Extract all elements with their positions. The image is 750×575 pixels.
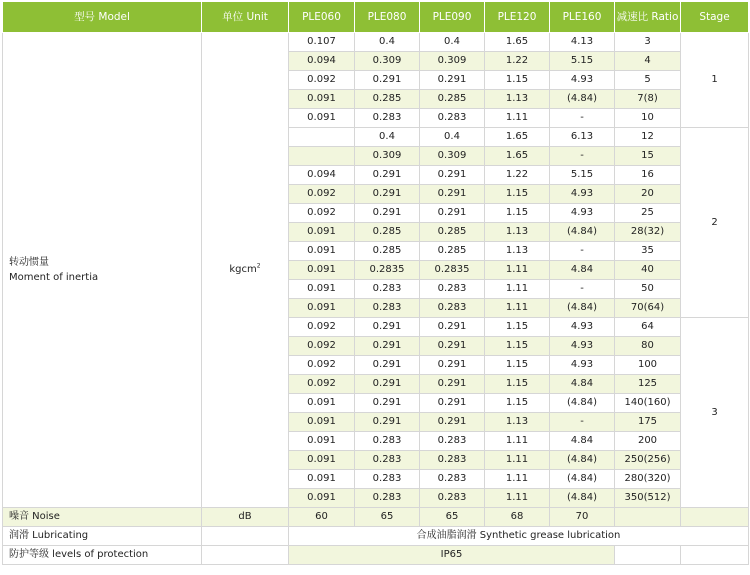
inertia-value-cell: 1.11 [485,109,550,128]
inertia-value-cell: 0.309 [355,147,420,166]
lubricating-label: 润滑 Lubricating [3,527,202,546]
inertia-value-cell [289,147,355,166]
inertia-value-cell: 0.283 [355,299,420,318]
inertia-value-cell: 1.11 [485,261,550,280]
inertia-value-cell: 0.291 [355,356,420,375]
inertia-value-cell: 1.22 [485,166,550,185]
ratio-cell: 3 [615,33,681,52]
inertia-value-cell: 0.291 [355,71,420,90]
inertia-value-cell: 4.84 [550,375,615,394]
ratio-cell: 200 [615,432,681,451]
inertia-value-cell: 1.11 [485,299,550,318]
ratio-cell: 16 [615,166,681,185]
ratio-cell: 10 [615,109,681,128]
inertia-value-cell: 0.4 [420,33,485,52]
inertia-value-cell: 0.309 [420,147,485,166]
header-col-ple090: PLE090 [420,2,485,33]
inertia-value-cell: 1.15 [485,375,550,394]
inertia-value-cell: 1.13 [485,242,550,261]
inertia-value-cell: 0.283 [355,451,420,470]
ratio-cell: 12 [615,128,681,147]
inertia-value-cell: 0.291 [420,204,485,223]
inertia-value-cell: 0.091 [289,413,355,432]
lubricating-value: 合成油脂润滑 Synthetic grease lubrication [289,527,749,546]
inertia-value-cell: 0.091 [289,489,355,508]
inertia-value-cell: 0.283 [420,109,485,128]
inertia-value-cell: 0.091 [289,451,355,470]
inertia-label-en: Moment of inertia [9,272,99,283]
inertia-unit-text: kgcm [229,264,257,275]
protection-value: IP65 [289,546,615,565]
protection-stage-empty [681,546,749,565]
inertia-value-cell: 0.091 [289,242,355,261]
inertia-value-cell: 0.291 [420,185,485,204]
inertia-value-cell: (4.84) [550,90,615,109]
inertia-value-cell: (4.84) [550,223,615,242]
inertia-unit [202,33,289,508]
ratio-cell: 4 [615,52,681,71]
inertia-value-cell: 1.15 [485,337,550,356]
ratio-cell: 7(8) [615,90,681,109]
inertia-value-cell: 0.092 [289,375,355,394]
inertia-value-cell: 0.091 [289,432,355,451]
inertia-value-cell: 4.93 [550,185,615,204]
inertia-value-cell: 0.291 [420,375,485,394]
header-row [3,2,749,33]
inertia-value-cell: 0.2835 [355,261,420,280]
inertia-value-cell: 0.094 [289,52,355,71]
inertia-label-cn: 转动惯量 [9,257,49,268]
inertia-value-cell: 1.65 [485,33,550,52]
inertia-value-cell: 0.291 [420,356,485,375]
inertia-value-cell: 0.285 [355,223,420,242]
inertia-value-cell: 0.091 [289,280,355,299]
inertia-value-cell: - [550,242,615,261]
header-unit: 单位 Unit [202,2,289,33]
inertia-value-cell: 1.15 [485,356,550,375]
noise-ratio-empty [615,508,681,527]
inertia-value-cell: 0.092 [289,71,355,90]
ratio-cell: 25 [615,204,681,223]
inertia-value-cell: 0.4 [420,128,485,147]
inertia-value-cell: 5.15 [550,52,615,71]
stage-cell: 3 [681,318,749,508]
inertia-value-cell: 4.93 [550,318,615,337]
inertia-value-cell: 0.092 [289,204,355,223]
inertia-value-cell: 0.283 [355,470,420,489]
inertia-value-cell: 0.094 [289,166,355,185]
noise-value: 65 [355,508,420,527]
inertia-value-cell: 1.15 [485,394,550,413]
inertia-value-cell: 0.291 [355,337,420,356]
protection-label: 防护等级 levels of protection [3,546,202,565]
ratio-cell: 125 [615,375,681,394]
stage-cell: 2 [681,128,749,318]
inertia-value-cell: (4.84) [550,394,615,413]
inertia-value-cell: 0.283 [420,280,485,299]
inertia-value-cell: 0.285 [420,223,485,242]
table-row [3,33,749,52]
inertia-value-cell: 1.22 [485,52,550,71]
inertia-value-cell: 0.291 [355,413,420,432]
inertia-value-cell [289,128,355,147]
protection-ratio-empty [615,546,681,565]
inertia-value-cell: 0.283 [355,109,420,128]
inertia-value-cell: 4.93 [550,356,615,375]
ratio-cell: 15 [615,147,681,166]
inertia-value-cell: 4.84 [550,432,615,451]
inertia-value-cell: 4.84 [550,261,615,280]
inertia-value-cell: 0.285 [355,242,420,261]
spec-table [2,1,749,565]
inertia-value-cell: 0.309 [420,52,485,71]
inertia-value-cell: 1.11 [485,470,550,489]
header-ratio: 减速比 Ratio [615,2,681,33]
inertia-value-cell: 5.15 [550,166,615,185]
ratio-cell: 80 [615,337,681,356]
inertia-value-cell: 0.2835 [420,261,485,280]
inertia-value-cell: 0.283 [420,299,485,318]
inertia-value-cell: 0.291 [355,185,420,204]
inertia-value-cell: 0.092 [289,337,355,356]
inertia-value-cell: 1.13 [485,223,550,242]
header-stage: Stage [681,2,749,33]
protection-unit-empty [202,546,289,565]
inertia-value-cell: 0.092 [289,318,355,337]
noise-unit: dB [202,508,289,527]
noise-value: 60 [289,508,355,527]
inertia-value-cell: 6.13 [550,128,615,147]
inertia-value-cell: 0.107 [289,33,355,52]
inertia-value-cell: 0.285 [420,242,485,261]
ratio-cell: 140(160) [615,394,681,413]
inertia-value-cell: - [550,109,615,128]
stage-cell: 1 [681,33,749,128]
ratio-cell: 100 [615,356,681,375]
inertia-value-cell: 0.291 [355,394,420,413]
protection-row [3,546,749,565]
inertia-value-cell: 4.93 [550,204,615,223]
noise-value: 68 [485,508,550,527]
ratio-cell: 250(256) [615,451,681,470]
ratio-cell: 64 [615,318,681,337]
inertia-value-cell: 1.15 [485,71,550,90]
header-col-ple080: PLE080 [355,2,420,33]
header-model: 型号 Model [3,2,202,33]
inertia-value-cell: 0.091 [289,109,355,128]
inertia-value-cell: 0.291 [355,375,420,394]
header-col-ple160: PLE160 [550,2,615,33]
inertia-value-cell: 0.283 [420,451,485,470]
inertia-value-cell: 0.291 [355,166,420,185]
inertia-value-cell: 1.65 [485,128,550,147]
inertia-value-cell: 0.091 [289,394,355,413]
ratio-cell: 5 [615,71,681,90]
inertia-unit-exponent: 2 [256,262,261,270]
inertia-value-cell: 0.285 [420,90,485,109]
noise-value: 70 [550,508,615,527]
inertia-value-cell: 0.091 [289,299,355,318]
inertia-value-cell: 0.091 [289,470,355,489]
inertia-value-cell: 1.13 [485,413,550,432]
inertia-value-cell: (4.84) [550,489,615,508]
ratio-cell: 280(320) [615,470,681,489]
inertia-value-cell: 0.291 [420,166,485,185]
inertia-value-cell: 0.291 [420,413,485,432]
inertia-value-cell: 0.092 [289,185,355,204]
inertia-value-cell: 0.291 [420,71,485,90]
ratio-cell: 50 [615,280,681,299]
ratio-cell: 40 [615,261,681,280]
inertia-value-cell: 0.291 [420,318,485,337]
table-body [3,33,749,565]
lubricating-row [3,527,749,546]
lubricating-unit-empty [202,527,289,546]
inertia-value-cell: 0.291 [355,318,420,337]
ratio-cell: 35 [615,242,681,261]
inertia-value-cell: (4.84) [550,451,615,470]
inertia-value-cell: 0.283 [420,489,485,508]
noise-stage-empty [681,508,749,527]
inertia-value-cell: 1.11 [485,280,550,299]
inertia-value-cell: 0.091 [289,223,355,242]
inertia-value-cell: 4.13 [550,33,615,52]
inertia-value-cell: 0.091 [289,90,355,109]
inertia-value-cell: (4.84) [550,299,615,318]
ratio-cell: 20 [615,185,681,204]
inertia-value-cell: 4.93 [550,71,615,90]
inertia-value-cell: 0.283 [355,432,420,451]
inertia-value-cell: 1.13 [485,90,550,109]
noise-row [3,508,749,527]
inertia-value-cell: 0.309 [355,52,420,71]
inertia-value-cell: 0.283 [355,489,420,508]
inertia-value-cell: 0.291 [420,394,485,413]
inertia-value-cell: - [550,280,615,299]
inertia-value-cell: 0.285 [355,90,420,109]
inertia-value-cell: 1.15 [485,185,550,204]
inertia-value-cell: 0.4 [355,33,420,52]
inertia-value-cell: 0.291 [355,204,420,223]
header-col-ple120: PLE120 [485,2,550,33]
inertia-value-cell: 1.65 [485,147,550,166]
inertia-value-cell: 0.283 [355,280,420,299]
inertia-value-cell: 1.11 [485,451,550,470]
ratio-cell: 350(512) [615,489,681,508]
noise-value: 65 [420,508,485,527]
inertia-value-cell: 0.291 [420,337,485,356]
inertia-value-cell: 1.11 [485,432,550,451]
noise-label: 噪音 Noise [3,508,202,527]
inertia-value-cell: (4.84) [550,470,615,489]
inertia-value-cell: 1.15 [485,204,550,223]
inertia-value-cell: 1.11 [485,489,550,508]
inertia-value-cell: 0.283 [420,470,485,489]
inertia-value-cell: 0.283 [420,432,485,451]
ratio-cell: 175 [615,413,681,432]
inertia-value-cell: 4.93 [550,337,615,356]
inertia-label [3,33,202,508]
inertia-value-cell: - [550,147,615,166]
inertia-value-cell: 0.092 [289,356,355,375]
ratio-cell: 28(32) [615,223,681,242]
ratio-cell: 70(64) [615,299,681,318]
inertia-value-cell: - [550,413,615,432]
inertia-value-cell: 0.4 [355,128,420,147]
header-col-ple060: PLE060 [289,2,355,33]
inertia-value-cell: 1.15 [485,318,550,337]
inertia-value-cell: 0.091 [289,261,355,280]
